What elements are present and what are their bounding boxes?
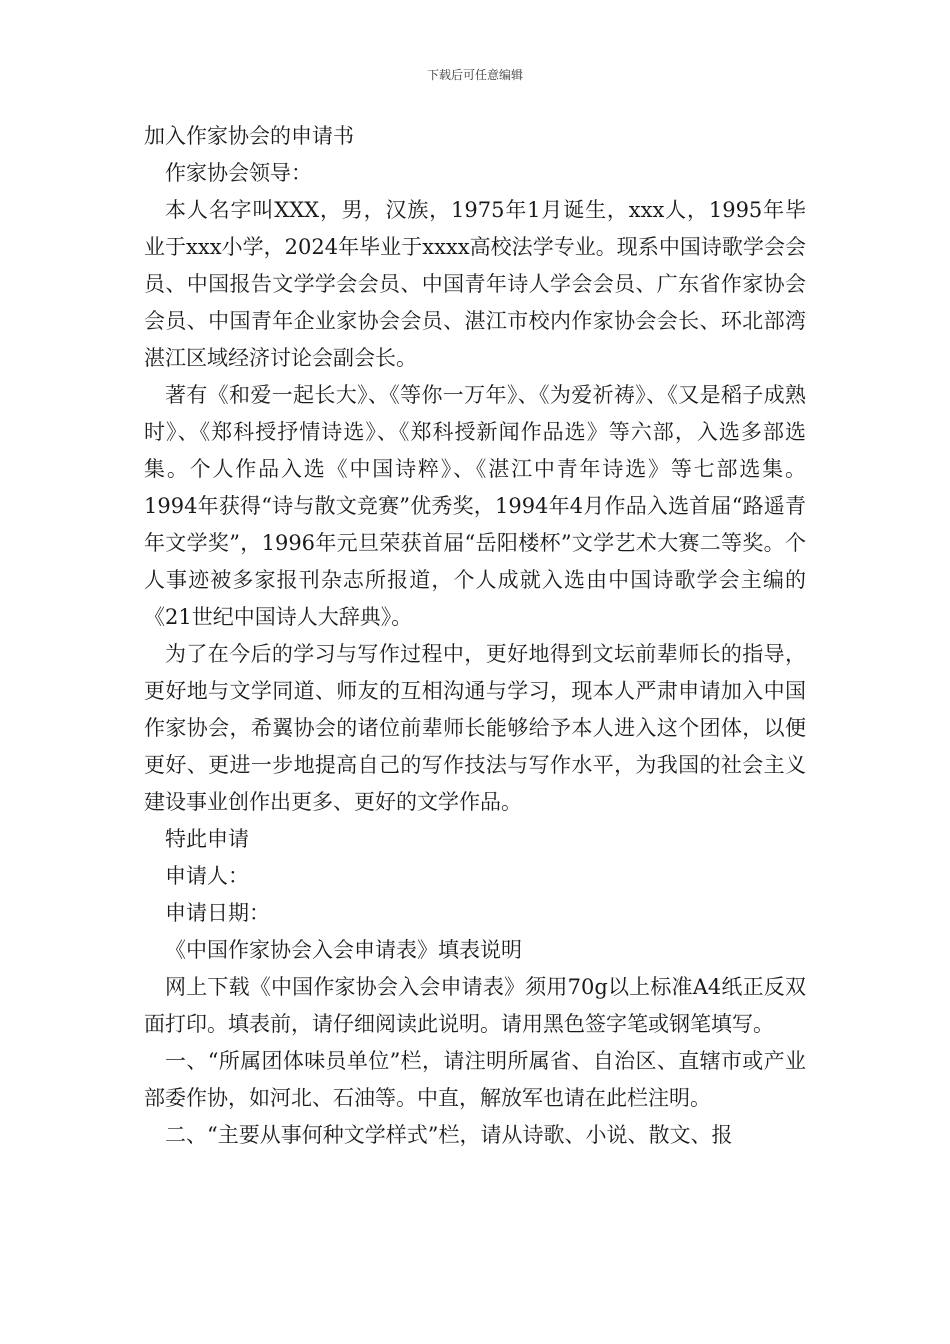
document-title: 加入作家协会的申请书: [144, 124, 354, 148]
instruction-paragraph: 一、“所属团体味员单位”栏，请注明所属省、自治区、直辖市或产业部委作协，如河北、石油等。中直，解放军也请在此栏注明。: [144, 1049, 806, 1110]
closing-line: 特此申请: [165, 827, 249, 851]
instruction-paragraph: 二、“主要从事何种文学样式”栏，请从诗歌、小说、散文、报: [165, 1123, 733, 1147]
header-note: 下载后可任意编辑: [426, 68, 523, 82]
section-title: 《中国作家协会入会申请表》填表说明: [165, 938, 522, 962]
instruction-paragraph: 网上下载《中国作家协会入会申请表》须用70g以上标准A4纸正反双面打印。填表前，请仔细阅读此说明。请用黑色签字笔或钢笔填写。: [144, 975, 806, 1036]
salutation: 作家协会领导：: [165, 161, 312, 185]
paragraph-intro: 本人名字叫XXX，男，汉族，1975年1月诞生，xxx人，1995年毕业于xxx小学，2024年毕业于xxxx高校法学专业。现系中国诗歌学会会员、中国报告文学学会会员、中国青年诗人学会会员、广东省作家协会会员、中国青年企业家协会会员、湛江市校内作家协会会长、环北部湾湛江区域经济讨论会副会长。: [144, 198, 806, 370]
paragraph-works: 著有《和爱一起长大》、《等你一万年》、《为爱祈祷》、《又是稻子成熟时》、《郑科授抒情诗选》、《郑科授新闻作品选》等六部，入选多部选集。个人作品入选《中国诗粹》、《湛江中青年诗选》等七部选集。1994年获得“诗与散文竞赛”优秀奖，1994年4月作品入选首届“路遥青年文学奖”，1996年元旦荣获首届“岳阳楼杯”文学艺术大赛二等奖。个人事迹被多家报刊杂志所报道，个人成就入选由中国诗歌学会主编的《21世纪中国诗人大辞典》。: [144, 383, 806, 629]
applicant-label: 申请人：: [165, 864, 249, 888]
document-body: [144, 118, 806, 1154]
date-label: 申请日期：: [165, 901, 270, 925]
paragraph-request: 为了在今后的学习与写作过程中，更好地得到文坛前辈师长的指导，更好地与文学同道、师友的互相沟通与学习，现本人严肃申请加入中国作家协会，希翼协会的诸位前辈师长能够给予本人进入这个团体，以便更好、更进一步地提高自己的写作技法与写作水平，为我国的社会主义建设事业创作出更多、更好的文学作品。: [144, 642, 806, 814]
